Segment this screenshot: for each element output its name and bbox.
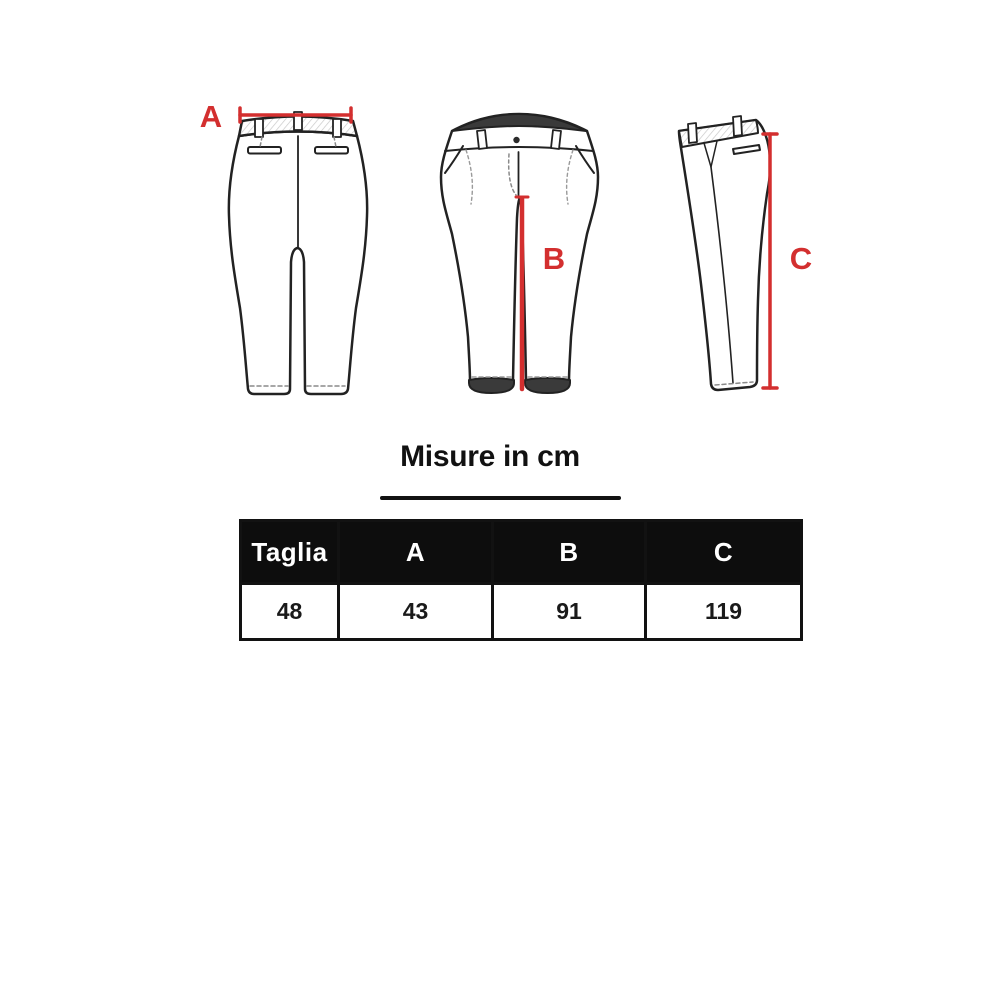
back-welt-pocket [315, 147, 348, 154]
front-hem-dark [525, 378, 570, 393]
measure-label-a: A [199, 99, 223, 134]
front-hem-dark [469, 378, 514, 393]
side-body-outline [679, 120, 770, 390]
pants-back-view [229, 112, 367, 394]
title-underline [380, 496, 621, 500]
cell-measure-c-value: 119 [646, 584, 802, 640]
size-table [239, 519, 803, 641]
pants-measurement-diagram [0, 0, 1000, 440]
header-measure-a: A [339, 521, 493, 584]
side-belt-loop [688, 123, 697, 143]
measure-label-c: C [789, 241, 813, 276]
size-table-data-row [241, 584, 802, 640]
front-belt-loop [477, 130, 487, 149]
side-belt-loop [733, 116, 742, 136]
cell-measure-a-value: 43 [339, 584, 493, 640]
measure-label-b: B [542, 241, 566, 276]
header-measure-c: C [646, 521, 802, 584]
header-measure-b: B [493, 521, 646, 584]
back-belt-loop [255, 119, 263, 137]
page-title: Misure in cm [400, 440, 580, 473]
back-welt-pocket [248, 147, 281, 154]
size-table-header-row [241, 521, 802, 584]
header-taglia: Taglia [241, 521, 339, 584]
pants-side-view [679, 116, 770, 390]
cell-measure-b-value: 91 [493, 584, 646, 640]
front-belt-loop [551, 130, 561, 149]
front-button [513, 137, 519, 143]
back-belt-loop [333, 119, 341, 137]
cell-size-value: 48 [241, 584, 339, 640]
